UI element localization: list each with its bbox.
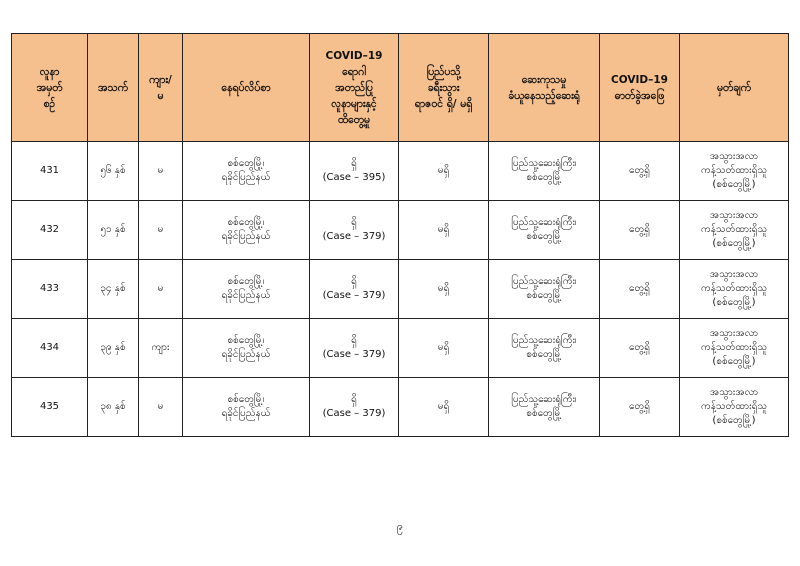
cell-case-no: 435: [12, 378, 88, 437]
header-travel: ပြည်ပသို့ ခရီးသွား ရာဇဝင် ရှိ/ မရှိ: [399, 34, 489, 142]
cell-sex: ကျား: [139, 319, 183, 378]
header-case-no: လူနာ အမှတ် စဉ်: [12, 34, 88, 142]
cell-travel: မရှိ: [399, 378, 489, 437]
cell-address: စစ်တွေမြို့၊ ရခိုင်ပြည်နယ်: [183, 378, 310, 437]
cell-case-no: 434: [12, 319, 88, 378]
cell-result: တွေ့ရှိ: [600, 260, 680, 319]
cell-address: စစ်တွေမြို့၊ ရခိုင်ပြည်နယ်: [183, 319, 310, 378]
page-number: ၉: [396, 520, 404, 533]
cell-contact: ရှိ (Case – 379): [310, 378, 399, 437]
header-contact: COVID–19 ရောဂါ အတည်ပြု လူနာများနှင့် ထိတွေ့မှု: [310, 34, 399, 142]
cell-hospital: ပြည်သူ့ဆေးရုံကြီး၊ စစ်တွေမြို့: [489, 378, 600, 437]
cell-sex: မ: [139, 378, 183, 437]
header-age: အသက်: [88, 34, 139, 142]
cell-travel: မရှိ: [399, 260, 489, 319]
header-hospital: ဆေးကုသမှု ခံယူနေသည့်ဆေးရုံ: [489, 34, 600, 142]
cell-remark: အသွားအလာ ကန့်သတ်ထားရှိသူ (စစ်တွေမြို့): [680, 260, 789, 319]
cell-age: ၃၈ နှစ်: [88, 378, 139, 437]
table-row: [12, 201, 789, 260]
cell-age: ၅၁ နှစ်: [88, 201, 139, 260]
table-row: [12, 319, 789, 378]
cell-age: ၅၆ နှစ်: [88, 142, 139, 201]
header-result: COVID–19 ဓာတ်ခွဲအဖြေ: [600, 34, 680, 142]
cell-remark: အသွားအလာ ကန့်သတ်ထားရှိသူ (စစ်တွေမြို့): [680, 142, 789, 201]
cell-sex: မ: [139, 260, 183, 319]
cell-contact: ရှိ (Case – 379): [310, 201, 399, 260]
header-sex: ကျား/ မ: [139, 34, 183, 142]
header-remark: မှတ်ချက်: [680, 34, 789, 142]
table-row: [12, 378, 789, 437]
table-row: [12, 142, 789, 201]
cases-table: [11, 33, 789, 437]
cell-result: တွေ့ရှိ: [600, 378, 680, 437]
cell-result: တွေ့ရှိ: [600, 201, 680, 260]
table-row: [12, 260, 789, 319]
cell-age: ၃၄ နှစ်: [88, 260, 139, 319]
header-row: [12, 34, 789, 142]
cell-case-no: 432: [12, 201, 88, 260]
cell-case-no: 433: [12, 260, 88, 319]
cell-contact: ရှိ (Case – 395): [310, 142, 399, 201]
cell-remark: အသွားအလာ ကန့်သတ်ထားရှိသူ (စစ်တွေမြို့): [680, 201, 789, 260]
cell-contact: ရှိ (Case – 379): [310, 319, 399, 378]
cell-travel: မရှိ: [399, 142, 489, 201]
cell-sex: မ: [139, 201, 183, 260]
cell-result: တွေ့ရှိ: [600, 319, 680, 378]
cell-result: တွေ့ရှိ: [600, 142, 680, 201]
cell-remark: အသွားအလာ ကန့်သတ်ထားရှိသူ (စစ်တွေမြို့): [680, 378, 789, 437]
cell-hospital: ပြည်သူ့ဆေးရုံကြီး၊ စစ်တွေမြို့: [489, 319, 600, 378]
cell-case-no: 431: [12, 142, 88, 201]
cell-hospital: ပြည်သူ့ဆေးရုံကြီး၊ စစ်တွေမြို့: [489, 260, 600, 319]
cell-travel: မရှိ: [399, 201, 489, 260]
cell-remark: အသွားအလာ ကန့်သတ်ထားရှိသူ (စစ်တွေမြို့): [680, 319, 789, 378]
header-address: နေရပ်လိပ်စာ: [183, 34, 310, 142]
cell-address: စစ်တွေမြို့၊ ရခိုင်ပြည်နယ်: [183, 142, 310, 201]
cell-hospital: ပြည်သူ့ဆေးရုံကြီး၊ စစ်တွေမြို့: [489, 142, 600, 201]
cell-sex: မ: [139, 142, 183, 201]
cell-travel: မရှိ: [399, 319, 489, 378]
cell-address: စစ်တွေမြို့၊ ရခိုင်ပြည်နယ်: [183, 201, 310, 260]
cell-hospital: ပြည်သူ့ဆေးရုံကြီး၊ စစ်တွေမြို့: [489, 201, 600, 260]
cell-address: စစ်တွေမြို့၊ ရခိုင်ပြည်နယ်: [183, 260, 310, 319]
cell-age: ၃၉ နှစ်: [88, 319, 139, 378]
cell-contact: ရှိ (Case – 379): [310, 260, 399, 319]
